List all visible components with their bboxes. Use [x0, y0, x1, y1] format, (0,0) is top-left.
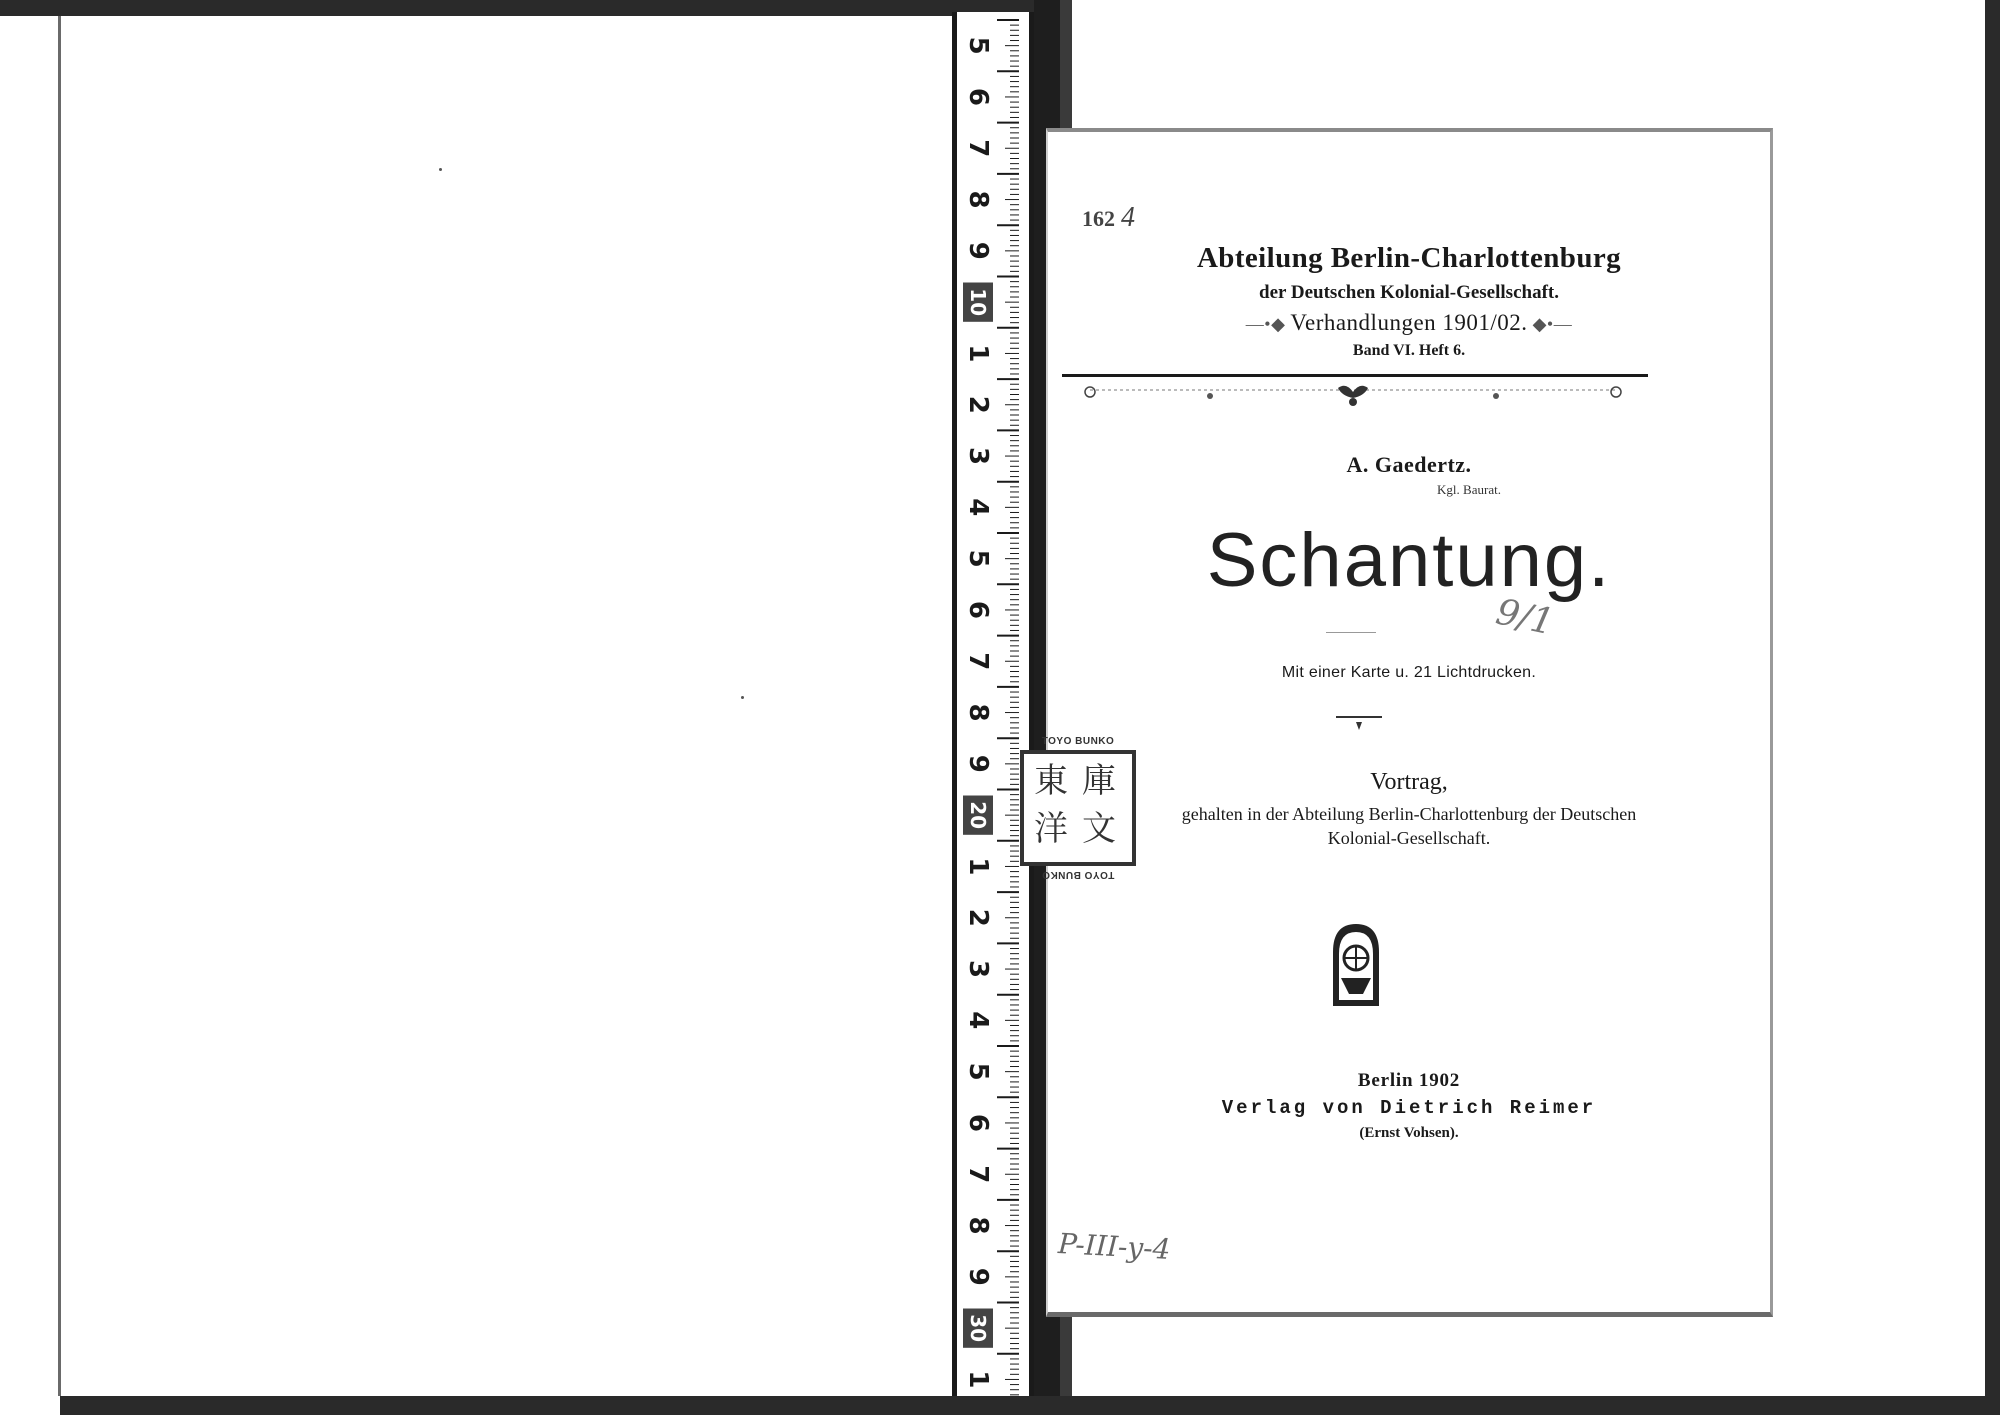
ruler-label: 6: [963, 87, 993, 106]
ruler-label: 5: [963, 36, 993, 55]
ruler-label: 6: [963, 600, 993, 619]
ruler-label: 6: [963, 1113, 993, 1132]
ruler-label: 20: [966, 801, 990, 830]
catalog-number-print: 162: [1082, 206, 1115, 231]
stamp-glyph: 庫: [1082, 761, 1116, 801]
ruler-label: 7: [963, 1165, 993, 1184]
place-year: Berlin 1902: [1357, 1070, 1461, 1091]
short-rule: [1326, 632, 1376, 633]
ruler-label: 5: [963, 549, 993, 568]
ruler-label: 1: [963, 1370, 993, 1389]
ruler-label: 7: [963, 139, 993, 158]
ruler-label: 1: [963, 344, 993, 363]
left-ornament-icon: —•◆: [1245, 314, 1291, 334]
ornamental-vignette-icon: [1080, 382, 1626, 412]
ruler-label: 5: [963, 1062, 993, 1081]
ruler-scale: [957, 12, 1019, 1415]
ruler-label: 10: [966, 288, 990, 317]
right-ornament-icon: ◆•—: [1527, 314, 1573, 334]
scan-border-bottom: [60, 1396, 2000, 1415]
ruler-label: 4: [963, 498, 993, 517]
stamp-glyph: 洋: [1034, 809, 1068, 849]
library-seal-stamp: [1020, 736, 1136, 880]
illustrations-note: Mit einer Karte u. 21 Lichtdrucken.: [1281, 664, 1537, 681]
stamp-glyph: 文: [1082, 809, 1116, 849]
title-page: [1046, 128, 1773, 1317]
ruler-label: 2: [963, 395, 993, 414]
ruler-label: 7: [963, 652, 993, 671]
proceedings-text: Verhandlungen 1901/02.: [1290, 310, 1528, 335]
ruler-label: 8: [963, 703, 993, 722]
stamp-top-text: TOYO BUNKO: [1041, 736, 1115, 747]
ruler-label: 3: [963, 447, 993, 466]
author-title: Kgl. Baurat.: [1437, 482, 1501, 497]
ruler-label: 8: [963, 1216, 993, 1235]
proceedings-line: [1048, 310, 1770, 336]
catalog-number-handwritten: 4: [1121, 202, 1135, 233]
ruler-label: 3: [963, 960, 993, 979]
ruler-label: 30: [966, 1314, 990, 1343]
publisher-note: (Ernst Vohsen).: [1359, 1125, 1459, 1141]
ruler-label: 9: [963, 1267, 993, 1286]
ruler-label: 9: [963, 754, 993, 773]
measurement-ruler: [952, 12, 1034, 1415]
ruler-label: 9: [963, 241, 993, 260]
publisher: Verlag von Dietrich Reimer: [1221, 1097, 1597, 1119]
series-subtitle: der Deutschen Kolonial-Gesellschaft.: [1259, 282, 1559, 303]
call-number-handwritten: P-III-y-4: [1057, 1227, 1172, 1266]
pencil-annotation: 9/1: [1492, 591, 1558, 644]
scan-border-right: [1985, 0, 2000, 1415]
author-name: A. Gaedertz.: [1346, 452, 1472, 477]
paper-speck: [439, 168, 442, 171]
lecture-heading: Vortrag,: [1370, 769, 1448, 795]
ruler-label: 4: [963, 1011, 993, 1030]
volume-issue: Band VI. Heft 6.: [1352, 342, 1466, 359]
ruler-label: 8: [963, 190, 993, 209]
ruler-label: 2: [963, 908, 993, 927]
book-title: Schantung.: [1206, 518, 1612, 603]
lecture-venue-line2: Kolonial-Gesellschaft.: [1327, 828, 1491, 848]
ruler-label: 1: [963, 857, 993, 876]
separator-ornament-icon: [1336, 714, 1382, 734]
left-blank-page: [58, 16, 939, 1396]
publisher-emblem-icon: [1329, 922, 1383, 1008]
series-title: Abteilung Berlin-Charlottenburg: [1196, 242, 1622, 274]
catalog-number: [1082, 202, 1135, 234]
stamp-glyph: 東: [1034, 761, 1068, 801]
lecture-venue-line1: gehalten in der Abteilung Berlin-Charlottenburg der Deutschen: [1181, 804, 1637, 824]
paper-speck: [741, 696, 744, 699]
header-rule: [1062, 374, 1648, 377]
stamp-bottom-text: TOYO BUNKO: [1041, 869, 1115, 880]
